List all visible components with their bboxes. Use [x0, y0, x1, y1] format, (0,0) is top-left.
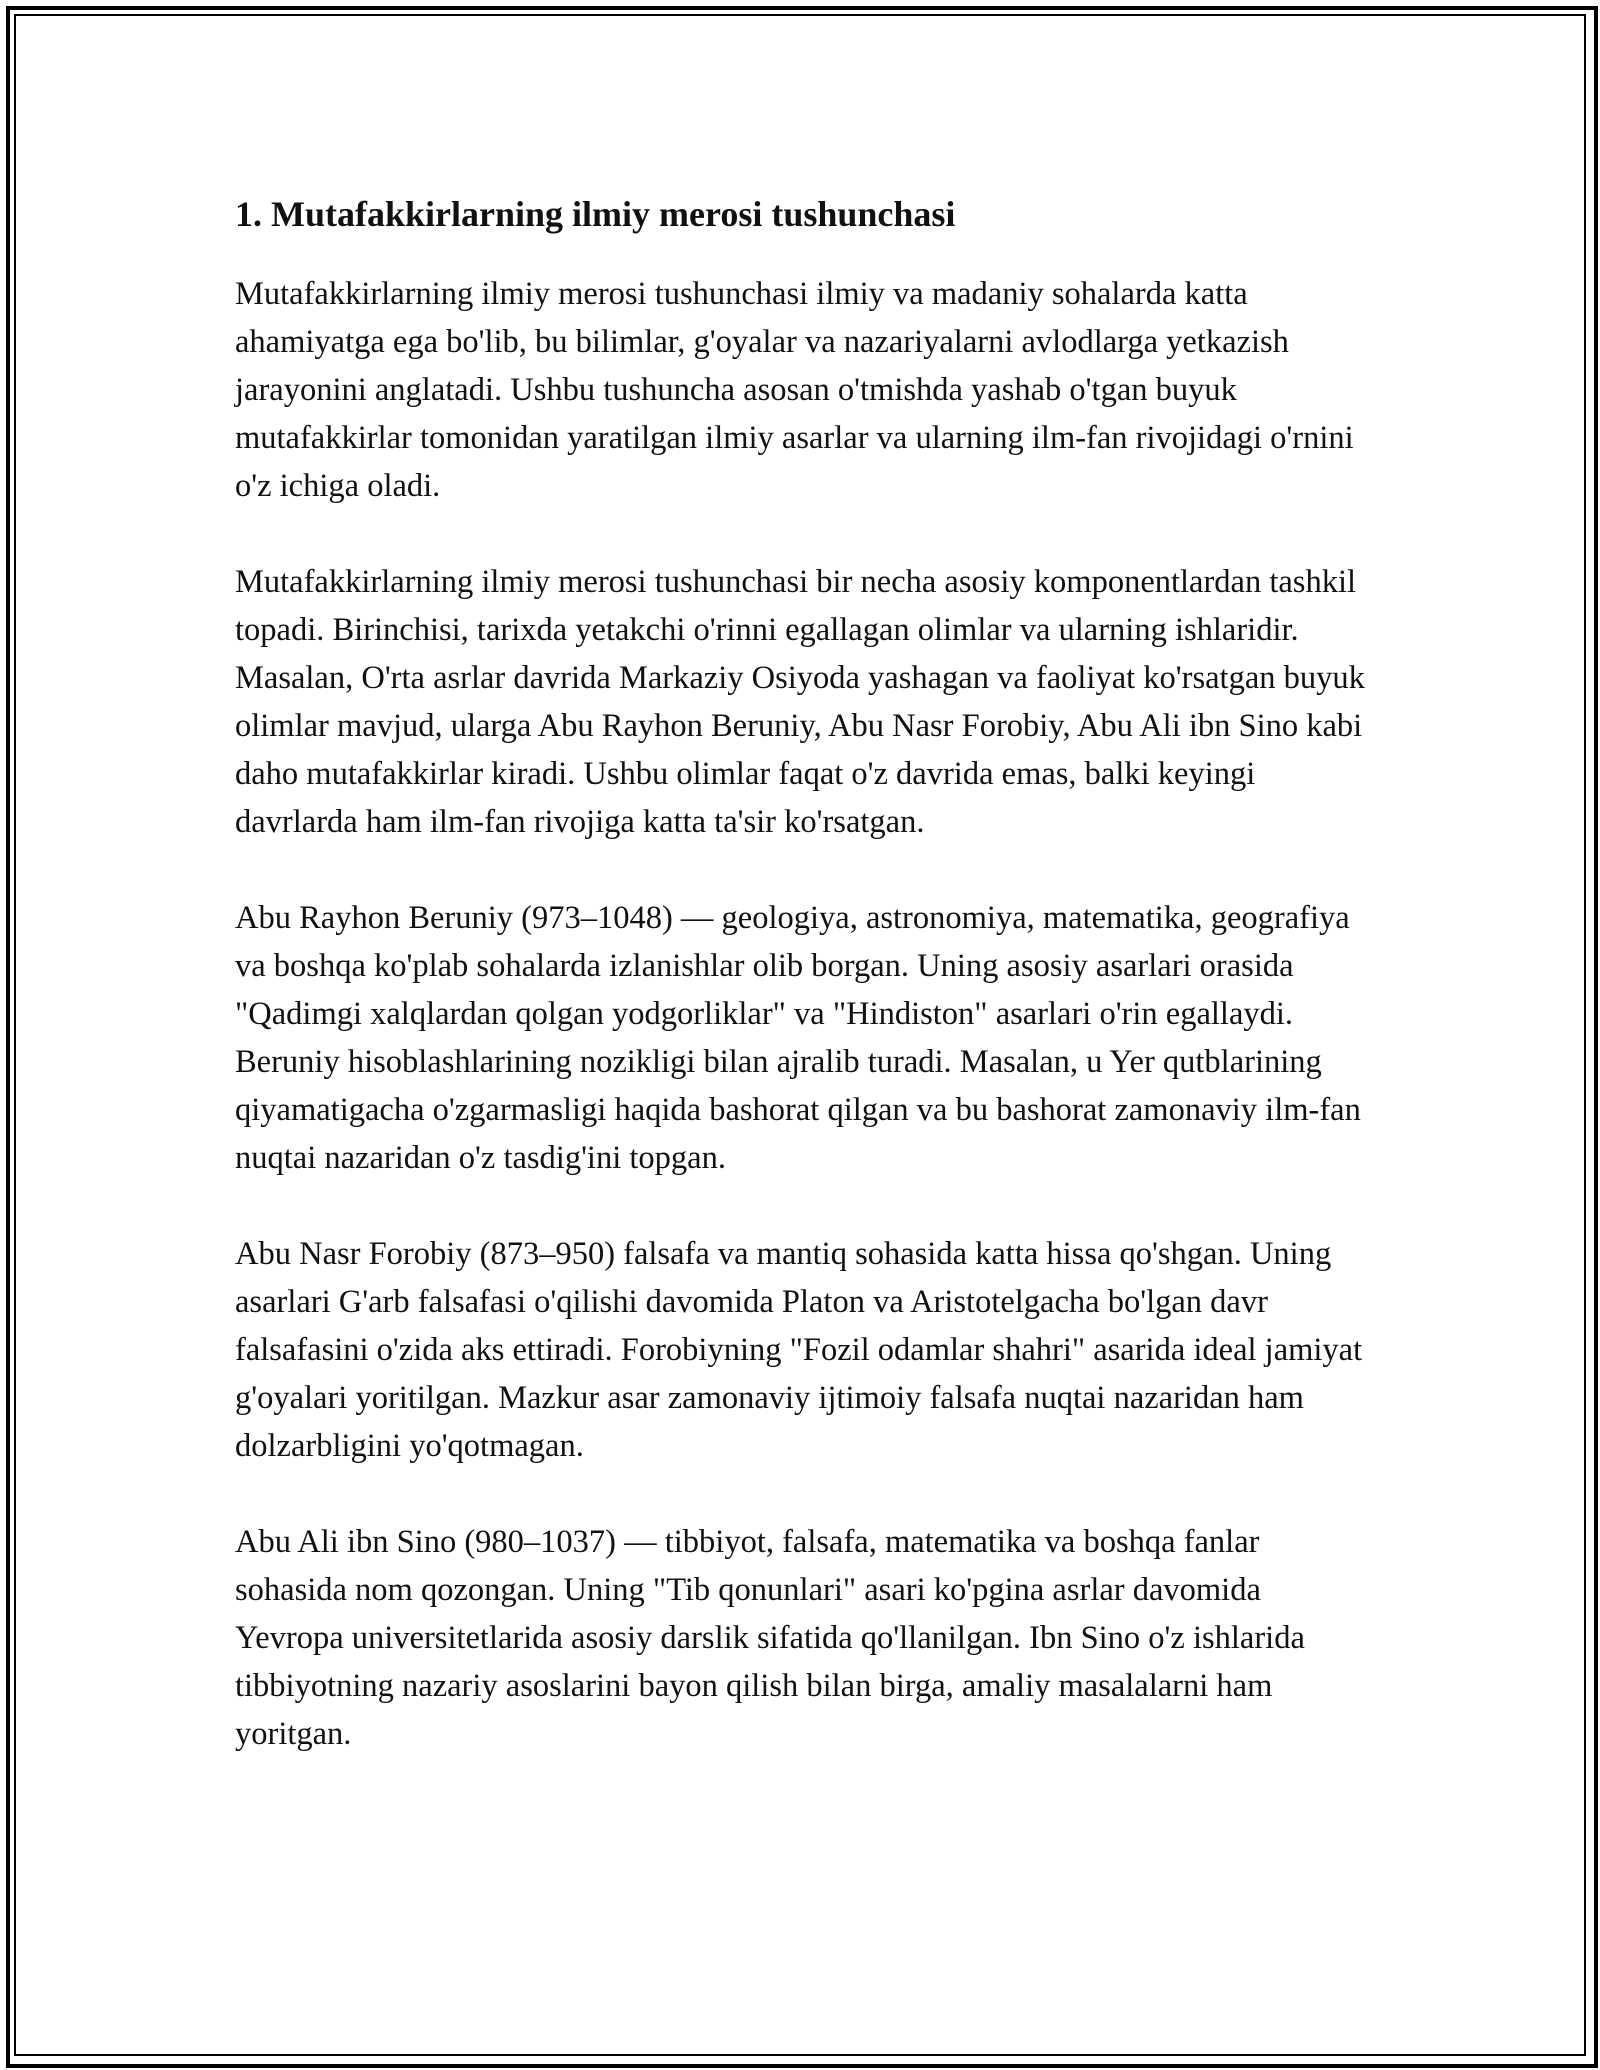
section-heading: 1. Mutafakkirlarning ilmiy merosi tushunchasi [235, 194, 956, 234]
paragraph-components: Mutafakkirlarning ilmiy merosi tushunchasi bir necha asosiy komponentlardan tashkil topadi. Birinchisi, tarixda yetakchi o'rinni egallagan olimlar va ularning ishlaridir. Masalan, O'rta asrlar davrida Markaziy Osiyoda yashagan va faoliyat ko'rsatgan buyuk olimlar mavjud, ularga Abu Rayhon Beruniy, Abu Nasr Forobiy, Abu Ali ibn Sino kabi daho mutafakkirlar kiradi. Ushbu olimlar faqat o'z davrida emas, balki keyingi davrlarda ham ilm-fan rivojiga katta ta'sir ko'rsatgan. [235, 564, 1365, 840]
paragraph-intro: Mutafakkirlarning ilmiy merosi tushunchasi ilmiy va madaniy sohalarda katta ahamiyatga ega bo'lib, bu bilimlar, g'oyalar va nazariyalarni avlodlarga yetkazish jarayonini anglatadi. Ushbu tushuncha asosan o'tmishda yashab o'tgan buyuk mutafakkirlar tomonidan yaratilgan ilmiy asarlar va ularning ilm-fan rivojidagi o'rnini o'z ichiga oladi. [235, 276, 1354, 504]
document-body [235, 188, 1375, 1758]
paragraph-ibn-sino: Abu Ali ibn Sino (980–1037) — tibbiyot, falsafa, matematika va boshqa fanlar sohasida nom qozongan. Uning "Tib qonunlari" asari ko'pgina asrlar davomida Yevropa universitetlarida asosiy darslik sifatida qo'llanilgan. Ibn Sino o'z ishlarida tibbiyotning nazariy asoslarini bayon qilish bilan birga, amaliy masalalarni ham yoritgan. [235, 1524, 1305, 1752]
paragraph-beruniy: Abu Rayhon Beruniy (973–1048) — geologiya, astronomiya, matematika, geografiya va boshqa ko'plab sohalarda izlanishlar olib borgan. Uning asosiy asarlari orasida "Qadimgi xalqlardan qolgan yodgorliklar" va "Hindiston" asarlari o'rin egallaydi. Beruniy hisoblashlarining nozikligi bilan ajralib turadi. Masalan, u Yer qutblarining qiyamatigacha o'zgarmasligi haqida bashorat qilgan va bu bashorat zamonaviy ilm-fan nuqtai nazaridan o'z tasdig'ini topgan. [235, 900, 1361, 1176]
paragraph-forobiy: Abu Nasr Forobiy (873–950) falsafa va mantiq sohasida katta hissa qo'shgan. Uning asarlari G'arb falsafasi o'qilishi davomida Platon va Aristotelgacha bo'lgan davr falsafasini o'zida aks ettiradi. Forobiyning "Fozil odamlar shahri" asarida ideal jamiyat g'oyalari yoritilgan. Mazkur asar zamonaviy ijtimoiy falsafa nuqtai nazaridan ham dolzarbligini yo'qotmagan. [235, 1236, 1363, 1464]
